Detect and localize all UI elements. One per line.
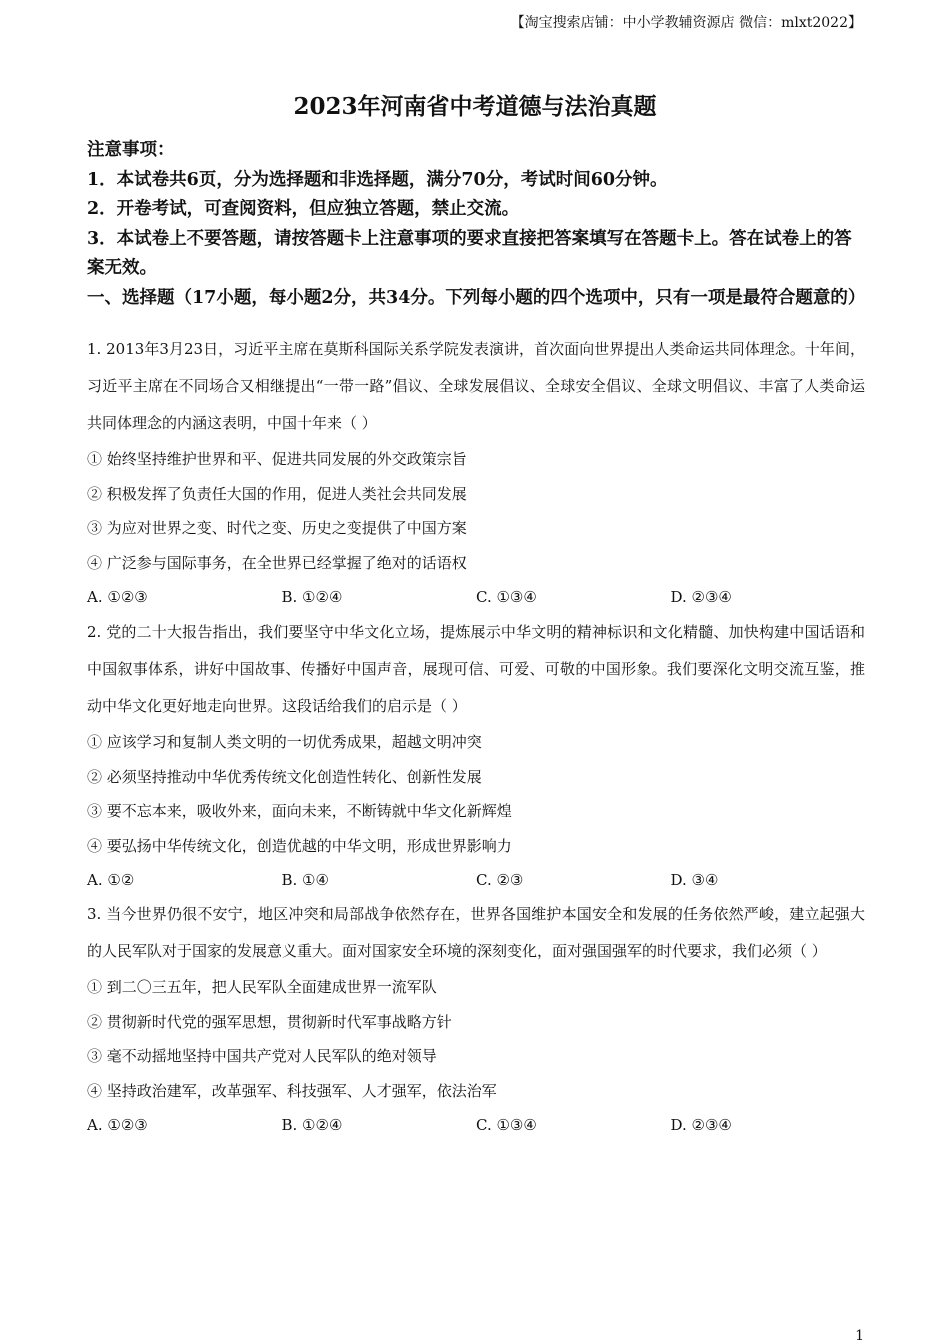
answer-choices xyxy=(87,580,865,614)
choice-b: B. ①②④ xyxy=(281,588,343,607)
statement-option: ② 贯彻新时代党的强军思想，贯彻新时代军事战略方针 xyxy=(87,1012,452,1031)
question-stem: 2. 党的二十大报告指出，我们要坚守中华文化立场，提炼展示中华文明的精神标识和文化精髓、加快构建中国话语和中国叙事体系，讲好中国故事、传播好中国声音，展现可信、可爱、可敬的中国形象。我们要深化文明交流互鉴，推动中华文化更好地走向世界。这段话给我们的启示是（ ） xyxy=(87,623,865,715)
notice-item: 2．开卷考试，可查阅资料，但应独立答题，禁止交流。 xyxy=(87,199,520,219)
answer-choices xyxy=(87,1108,865,1142)
statement-option: ④ 要弘扬中华传统文化，创造优越的中华文明，形成世界影响力 xyxy=(87,836,512,855)
choice-c: C. ②③ xyxy=(476,871,524,890)
statement-option: ④ 坚持政治建军，改革强军、科技强军、人才强军，依法治军 xyxy=(87,1081,497,1100)
choice-c: C. ①③④ xyxy=(476,1116,537,1135)
statement-option: ② 积极发挥了负责任大国的作用，促进人类社会共同发展 xyxy=(87,484,467,503)
section-heading: 一、选择题（17小题，每小题2分，共34分。下列每小题的四个选项中，只有一项是最符合题意的） xyxy=(87,287,866,308)
choice-c: C. ①③④ xyxy=(476,588,537,607)
choice-b: B. ①④ xyxy=(281,871,329,890)
answer-choices xyxy=(87,863,865,897)
statement-option: ② 必须坚持推动中华优秀传统文化创造性转化、创新性发展 xyxy=(87,767,482,786)
notice-heading: 注意事项： xyxy=(87,140,175,160)
statement-option: ④ 广泛参与国际事务，在全世界已经掌握了绝对的话语权 xyxy=(87,553,467,572)
choice-d: D. ③④ xyxy=(670,871,719,890)
choice-a: A. ①②③ xyxy=(87,588,148,607)
question-stem: 3. 当今世界仍很不安宁，地区冲突和局部战争依然存在，世界各国维护本国安全和发展的任务依然严峻，建立起强大的人民军队对于国家的发展意义重大。面对国家安全环境的深刻变化，面对强国强军的时代要求，我们必须（ ） xyxy=(87,905,865,960)
question-3 xyxy=(87,896,865,1142)
question-1 xyxy=(87,331,865,614)
choice-d: D. ②③④ xyxy=(670,1116,732,1135)
page-title: 2023年河南省中考道德与法治真题 xyxy=(293,93,657,120)
page-number: 1 xyxy=(855,1328,864,1344)
choice-a: A. ①② xyxy=(87,871,135,890)
notice-item: 3．本试卷上不要答题，请按答题卡上注意事项的要求直接把答案填写在答题卡上。答在试卷上的答案无效。 xyxy=(87,228,852,278)
choice-b: B. ①②④ xyxy=(281,1116,343,1135)
choice-a: A. ①②③ xyxy=(87,1116,148,1135)
statement-option: ① 应该学习和复制人类文明的一切优秀成果，超越文明冲突 xyxy=(87,733,482,751)
question-2 xyxy=(87,614,865,897)
notice-item: 1．本试卷共6页，分为选择题和非选择题，满分70分，考试时间60分钟。 xyxy=(87,169,668,190)
statement-option: ① 始终坚持维护世界和平、促进共同发展的外交政策宗旨 xyxy=(87,450,467,468)
statement-option: ③ 毫不动摇地坚持中国共产党对人民军队的绝对领导 xyxy=(87,1047,437,1066)
statement-option: ① 到二〇三五年，把人民军队全面建成世界一流军队 xyxy=(87,978,437,996)
question-stem: 1. 2013年3月23日，习近平主席在莫斯科国际关系学院发表演讲，首次面向世界提出人类命运共同体理念。十年间，习近平主席在不同场合又相继提出“一带一路”倡议、全球发展倡议、全球安全倡议、全球文明倡议、丰富了人类命运共同体理念的内涵这表明，中国十年来（ ） xyxy=(87,340,865,432)
notice-block xyxy=(87,136,865,313)
choice-d: D. ②③④ xyxy=(670,588,732,607)
statement-option: ③ 为应对世界之变、时代之变、历史之变提供了中国方案 xyxy=(87,519,467,538)
statement-option: ③ 要不忘本来，吸收外来，面向未来，不断铸就中华文化新辉煌 xyxy=(87,802,512,821)
page-header: 【淘宝搜索店铺：中小学教辅资源店 微信：mlxt2022】 xyxy=(510,15,862,31)
